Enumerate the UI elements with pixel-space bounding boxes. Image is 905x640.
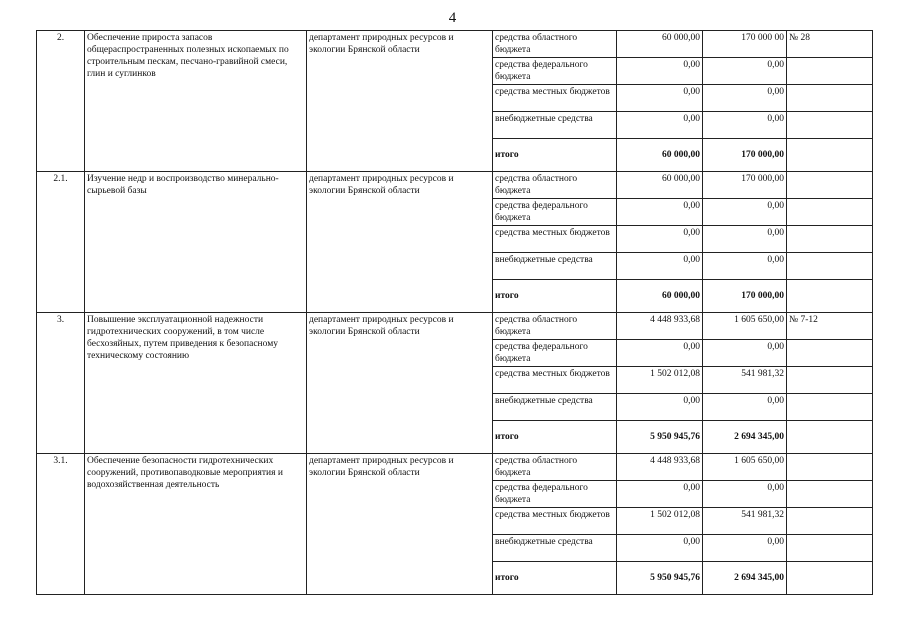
amount-2: 0,00 — [703, 112, 787, 139]
funding-source: средства областного бюджета — [493, 172, 617, 199]
funding-source: средства областного бюджета — [493, 313, 617, 340]
total-note — [787, 421, 873, 454]
indicator-note — [787, 172, 873, 199]
indicator-note — [787, 394, 873, 421]
measure-name: Повышение эксплуатационной надежности гидротехнических сооружений, в том числе бесхозяйных, путем приведения к безопасному техническому состоянию — [85, 313, 307, 454]
amount-1: 0,00 — [617, 58, 703, 85]
row-number: 3.1. — [37, 454, 85, 595]
amount-2: 0,00 — [703, 85, 787, 112]
executor: департамент природных ресурсов и экологии Брянской области — [307, 313, 493, 454]
total-label: итого — [493, 562, 617, 595]
budget-table — [36, 30, 873, 595]
total-note — [787, 139, 873, 172]
indicator-note — [787, 508, 873, 535]
amount-2: 0,00 — [703, 253, 787, 280]
amount-1: 60 000,00 — [617, 31, 703, 58]
amount-1: 1 502 012,08 — [617, 367, 703, 394]
amount-2: 0,00 — [703, 535, 787, 562]
total-amount-1: 5 950 945,76 — [617, 562, 703, 595]
funding-source: внебюджетные средства — [493, 394, 617, 421]
measure-name: Изучение недр и воспроизводство минерально-сырьевой базы — [85, 172, 307, 313]
funding-source: внебюджетные средства — [493, 112, 617, 139]
amount-2: 170 000,00 — [703, 172, 787, 199]
amount-1: 0,00 — [617, 340, 703, 367]
amount-1: 0,00 — [617, 394, 703, 421]
total-amount-2: 170 000,00 — [703, 139, 787, 172]
indicator-note — [787, 481, 873, 508]
amount-2: 541 981,32 — [703, 367, 787, 394]
amount-2: 0,00 — [703, 481, 787, 508]
funding-source: средства федерального бюджета — [493, 340, 617, 367]
table-body — [37, 31, 873, 595]
indicator-note: № 28 — [787, 31, 873, 58]
total-label: итого — [493, 280, 617, 313]
executor: департамент природных ресурсов и экологии Брянской области — [307, 454, 493, 595]
amount-2: 0,00 — [703, 226, 787, 253]
total-label: итого — [493, 139, 617, 172]
total-amount-1: 60 000,00 — [617, 280, 703, 313]
amount-1: 60 000,00 — [617, 172, 703, 199]
amount-1: 0,00 — [617, 226, 703, 253]
funding-source: внебюджетные средства — [493, 253, 617, 280]
indicator-note — [787, 535, 873, 562]
table-row — [37, 172, 873, 199]
amount-2: 1 605 650,00 — [703, 454, 787, 481]
indicator-note — [787, 367, 873, 394]
measure-name: Обеспечение безопасности гидротехнических сооружений, противопаводковые мероприятия и водохозяйственная деятельность — [85, 454, 307, 595]
amount-1: 0,00 — [617, 112, 703, 139]
executor: департамент природных ресурсов и экологии Брянской области — [307, 31, 493, 172]
amount-1: 4 448 933,68 — [617, 454, 703, 481]
total-note — [787, 562, 873, 595]
funding-source: средства федерального бюджета — [493, 58, 617, 85]
page-number: 4 — [448, 10, 457, 26]
amount-1: 0,00 — [617, 85, 703, 112]
indicator-note — [787, 58, 873, 85]
indicator-note — [787, 340, 873, 367]
amount-2: 170 000 00 — [703, 31, 787, 58]
funding-source: внебюджетные средства — [493, 535, 617, 562]
funding-source: средства местных бюджетов — [493, 367, 617, 394]
table-row — [37, 31, 873, 58]
indicator-note — [787, 253, 873, 280]
total-amount-1: 5 950 945,76 — [617, 421, 703, 454]
amount-1: 4 448 933,68 — [617, 313, 703, 340]
amount-2: 0,00 — [703, 199, 787, 226]
amount-2: 541 981,32 — [703, 508, 787, 535]
indicator-note — [787, 199, 873, 226]
indicator-note — [787, 226, 873, 253]
amount-1: 0,00 — [617, 535, 703, 562]
funding-source: средства местных бюджетов — [493, 226, 617, 253]
row-number: 2.1. — [37, 172, 85, 313]
amount-2: 0,00 — [703, 340, 787, 367]
amount-2: 0,00 — [703, 394, 787, 421]
amount-1: 0,00 — [617, 199, 703, 226]
table-row — [37, 454, 873, 481]
funding-source: средства федерального бюджета — [493, 199, 617, 226]
amount-2: 1 605 650,00 — [703, 313, 787, 340]
total-amount-2: 2 694 345,00 — [703, 562, 787, 595]
executor: департамент природных ресурсов и экологии Брянской области — [307, 172, 493, 313]
funding-source: средства федерального бюджета — [493, 481, 617, 508]
funding-source: средства областного бюджета — [493, 454, 617, 481]
total-amount-2: 170 000,00 — [703, 280, 787, 313]
table-row — [37, 313, 873, 340]
indicator-note — [787, 454, 873, 481]
amount-1: 0,00 — [617, 253, 703, 280]
amount-2: 0,00 — [703, 58, 787, 85]
row-number: 2. — [37, 31, 85, 172]
indicator-note — [787, 112, 873, 139]
indicator-note: № 7-12 — [787, 313, 873, 340]
funding-source: средства местных бюджетов — [493, 85, 617, 112]
measure-name: Обеспечение прироста запасов общераспространенных полезных ископаемых по строительным пескам, песчано-гравийной смеси, глин и суглинков — [85, 31, 307, 172]
row-number: 3. — [37, 313, 85, 454]
funding-source: средства местных бюджетов — [493, 508, 617, 535]
indicator-note — [787, 85, 873, 112]
total-amount-2: 2 694 345,00 — [703, 421, 787, 454]
total-amount-1: 60 000,00 — [617, 139, 703, 172]
funding-source: средства областного бюджета — [493, 31, 617, 58]
total-label: итого — [493, 421, 617, 454]
amount-1: 1 502 012,08 — [617, 508, 703, 535]
amount-1: 0,00 — [617, 481, 703, 508]
total-note — [787, 280, 873, 313]
